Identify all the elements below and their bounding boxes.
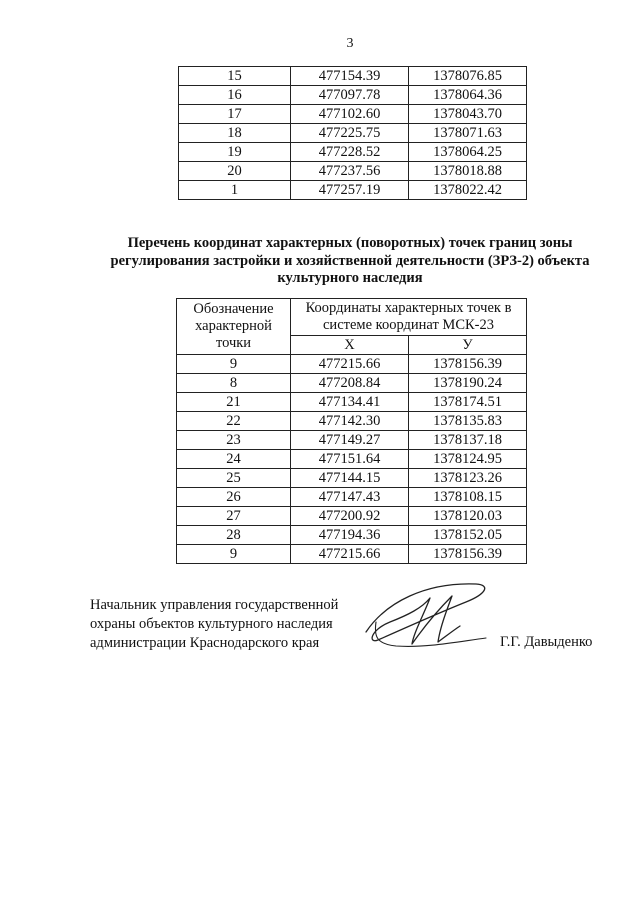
header-text: Координаты характерных точек в (305, 300, 512, 316)
table-row (177, 355, 527, 374)
point-number-cell: 16 (179, 86, 291, 105)
signer-position-line: охраны объектов культурного наследия (90, 616, 333, 632)
zrz2-coordinates-table (176, 298, 527, 564)
point-number-cell: 28 (177, 526, 291, 545)
table-row (179, 86, 527, 105)
point-number-cell: 17 (179, 105, 291, 124)
table-row (177, 545, 527, 564)
point-number-cell: 22 (177, 412, 291, 431)
section-title-line: регулирования застройки и хозяйственной деятельности (ЗРЗ-2) объекта (110, 252, 590, 269)
y-coordinate-cell: 1378152.05 (409, 526, 527, 545)
table-row (177, 450, 527, 469)
table-row (177, 431, 527, 450)
table-body (179, 67, 527, 200)
table-row (179, 67, 527, 86)
header-text: точки (215, 335, 252, 351)
y-coordinate-cell: 1378135.83 (409, 412, 527, 431)
point-number-cell: 15 (179, 67, 291, 86)
table-header (177, 299, 527, 355)
header-point-designation (177, 299, 291, 355)
table-row (177, 469, 527, 488)
point-number-cell: 24 (177, 450, 291, 469)
y-coordinate-cell: 1378071.63 (409, 124, 527, 143)
x-coordinate-cell: 477225.75 (291, 124, 409, 143)
table-row (177, 374, 527, 393)
x-coordinate-cell: 477144.15 (291, 469, 409, 488)
x-coordinate-cell: 477102.60 (291, 105, 409, 124)
y-coordinate-cell: 1378076.85 (409, 67, 527, 86)
x-coordinate-cell: 477097.78 (291, 86, 409, 105)
x-coordinate-cell: 477208.84 (291, 374, 409, 393)
header-x: X (291, 336, 409, 355)
x-coordinate-cell: 477134.41 (291, 393, 409, 412)
table-row (177, 526, 527, 545)
x-coordinate-cell: 477200.92 (291, 507, 409, 526)
y-coordinate-cell: 1378022.42 (409, 181, 527, 200)
x-coordinate-cell: 477147.43 (291, 488, 409, 507)
x-coordinate-cell: 477151.64 (291, 450, 409, 469)
x-coordinate-cell: 477228.52 (291, 143, 409, 162)
x-coordinate-cell: 477215.66 (291, 355, 409, 374)
page-number: 3 (346, 36, 354, 51)
x-coordinate-cell: 477149.27 (291, 431, 409, 450)
table-row (177, 393, 527, 412)
table-row (179, 143, 527, 162)
point-number-cell: 27 (177, 507, 291, 526)
y-coordinate-cell: 1378018.88 (409, 162, 527, 181)
handwritten-signature (356, 572, 496, 662)
point-number-cell: 8 (177, 374, 291, 393)
table-row (177, 507, 527, 526)
x-coordinate-cell: 477154.39 (291, 67, 409, 86)
point-number-cell: 21 (177, 393, 291, 412)
y-coordinate-cell: 1378190.24 (409, 374, 527, 393)
signer-position (90, 596, 338, 653)
table-row (179, 181, 527, 200)
section-title-line: Перечень координат характерных (поворотных) точек границ зоны (127, 235, 573, 251)
signer-position-line: Начальник управления государственной (90, 597, 339, 613)
y-coordinate-cell: 1378174.51 (409, 393, 527, 412)
point-number-cell: 26 (177, 488, 291, 507)
table-body (177, 355, 527, 564)
table-row (177, 488, 527, 507)
x-coordinate-cell: 477194.36 (291, 526, 409, 545)
x-coordinate-cell: 477142.30 (291, 412, 409, 431)
point-number-cell: 25 (177, 469, 291, 488)
header-text: Обозначение (193, 301, 274, 317)
point-number-cell: 9 (177, 545, 291, 564)
coordinates-table-continued (178, 66, 527, 200)
point-number-cell: 20 (179, 162, 291, 181)
header-coordinates (291, 299, 527, 336)
section-title (88, 235, 612, 288)
y-coordinate-cell: 1378108.15 (409, 488, 527, 507)
point-number-cell: 18 (179, 124, 291, 143)
header-y: У (409, 336, 527, 355)
point-number-cell: 9 (177, 355, 291, 374)
y-coordinate-cell: 1378156.39 (409, 545, 527, 564)
y-coordinate-cell: 1378043.70 (409, 105, 527, 124)
y-coordinate-cell: 1378137.18 (409, 431, 527, 450)
x-coordinate-cell: 477237.56 (291, 162, 409, 181)
header-text: характерной (195, 318, 272, 334)
y-coordinate-cell: 1378064.36 (409, 86, 527, 105)
x-coordinate-cell: 477257.19 (291, 181, 409, 200)
point-number-cell: 1 (179, 181, 291, 200)
signer-name: Г.Г. Давыденко (500, 634, 593, 650)
table-row (179, 124, 527, 143)
y-coordinate-cell: 1378123.26 (409, 469, 527, 488)
y-coordinate-cell: 1378156.39 (409, 355, 527, 374)
section-title-line: культурного наследия (277, 270, 423, 286)
signer-position-line: администрации Краснодарского края (90, 635, 320, 651)
table-row (177, 412, 527, 431)
x-coordinate-cell: 477215.66 (291, 545, 409, 564)
y-coordinate-cell: 1378124.95 (409, 450, 527, 469)
point-number-cell: 23 (177, 431, 291, 450)
table-row (179, 105, 527, 124)
y-coordinate-cell: 1378064.25 (409, 143, 527, 162)
point-number-cell: 19 (179, 143, 291, 162)
table-row (179, 162, 527, 181)
y-coordinate-cell: 1378120.03 (409, 507, 527, 526)
header-text: системе координат МСК-23 (323, 317, 494, 333)
